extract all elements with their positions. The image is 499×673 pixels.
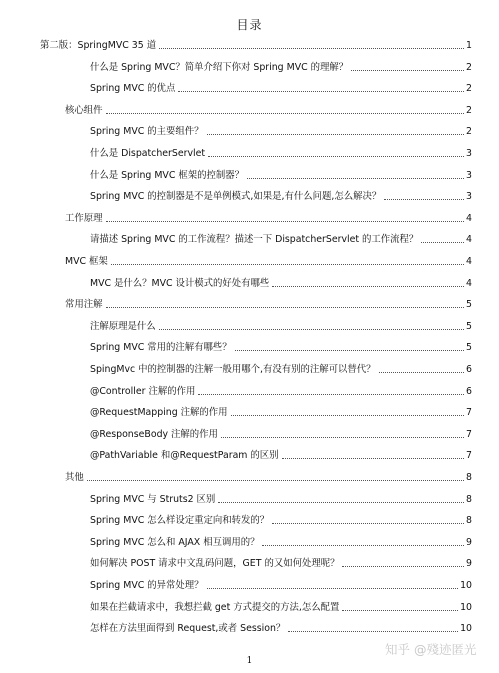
toc-entry[interactable] [90,363,472,376]
toc-entry-page: 9 [466,536,472,548]
toc-entry-text: SpingMvc 中的控制器的注解一般用哪个,有没有别的注解可以替代？ [90,364,376,375]
dot-leader [207,588,459,589]
toc-entry-text: 工作原理 [65,212,103,224]
toc-entry-page: 8 [466,472,472,483]
toc-entry-text: 请描述 Spring MVC 的工作流程？描述一下 DispatcherServlet 的工作流程？ [90,234,419,246]
toc-entry-page: 10 [460,601,472,613]
dot-leader [208,156,464,157]
toc-entry-text: Spring MVC 的异常处理？ [90,580,204,591]
toc-entry-text: 核心组件 [65,104,103,116]
dot-leader [379,372,465,373]
dot-leader [231,415,464,416]
dot-leader [87,480,464,481]
toc-entry[interactable] [90,557,472,570]
toc-entry-page: 2 [466,104,472,116]
toc-entry-text: Spring MVC 的优点 [90,83,176,95]
toc-entry-page: 2 [466,126,472,138]
toc-entry-text: MVC 框架 [65,256,108,267]
toc-entry[interactable] [90,320,472,333]
dot-leader [247,178,464,179]
toc-entry-text: @RequestMapping 注解的作用 [90,407,228,419]
toc-entry[interactable] [90,169,472,182]
toc-entry-text: @Controller 注解的作用 [90,385,196,397]
toc-entry-text: Spring MVC 的控制器是不是单例模式,如果是,有什么问题,怎么解决？ [90,191,382,203]
toc-entry-page: 4 [466,212,472,224]
dot-leader [159,329,464,330]
toc-entry-text: Spring MVC 与 Struts2 区别 [90,493,216,505]
toc-entry-page: 4 [466,277,472,289]
toc-entry-page: 6 [466,364,472,375]
dot-leader [207,134,465,135]
toc-entry[interactable] [90,536,472,549]
toc-entry-text: Spring MVC 常用的注解有哪些？ [90,342,232,354]
toc-entry[interactable] [90,428,472,441]
toc-entry[interactable] [90,514,472,527]
toc-entry[interactable] [90,622,472,635]
toc-entry-text: 怎样在方法里面得到 Request,或者 Session？ [90,623,286,635]
page-number: 1 [246,656,253,666]
dot-leader [159,48,464,49]
toc-entry-page: 10 [460,623,472,635]
dot-leader [351,70,464,71]
toc-entry-page: 4 [466,234,472,246]
toc-entry[interactable] [90,82,472,95]
toc-entry-page: 7 [466,428,472,440]
dot-leader [198,394,464,395]
toc-entry-text: 其他 [65,472,84,483]
toc-entry-page: 10 [460,580,472,591]
toc-entry-text: Spring MVC 怎么和 AJAX 相互调用的？ [90,536,260,548]
toc-entry[interactable] [65,471,472,484]
dot-leader [106,221,465,222]
toc-entry-page: 3 [466,169,472,181]
toc-entry[interactable] [90,147,472,160]
toc-entry-page: 3 [466,148,472,159]
dot-leader [218,502,464,503]
toc-entry-page: 8 [466,515,472,527]
toc-entry[interactable] [65,298,472,311]
toc-entry[interactable] [90,277,472,290]
toc-entry-page: 3 [466,191,472,203]
dot-leader [262,545,464,546]
dot-leader [106,113,465,114]
toc-entry-text: 什么是 Spring MVC？简单介绍下你对 Spring MVC 的理解？ [90,61,349,73]
dot-leader [235,350,464,351]
toc-entry[interactable] [90,341,472,354]
toc-entry[interactable] [90,233,472,246]
toc-entry[interactable] [65,104,472,117]
toc-entry[interactable] [90,406,472,419]
toc-entry-text: 如何解决 POST 请求中文乱码问题，GET 的又如何处理呢？ [90,558,340,570]
toc-entry-text: 第二版：SpringMVC 35 道 [40,40,157,51]
toc-entry-page: 1 [466,40,472,51]
toc-entry[interactable] [90,579,472,592]
toc-entry-page: 8 [466,493,472,505]
toc-entry[interactable] [40,39,472,52]
dot-leader [111,264,464,265]
toc-entry-text: 什么是 Spring MVC 框架的控制器？ [90,169,244,181]
toc-entry[interactable] [90,449,472,462]
toc-entry-page: 5 [466,342,472,354]
toc-entry-text: @ResponseBody 注解的作用 [90,428,218,440]
watermark: 知乎 @殘迹匿光 [385,642,477,657]
toc-entry-page: 6 [466,385,472,397]
toc-entry-page: 4 [466,256,472,267]
toc-entry[interactable] [90,601,472,614]
toc-entry-text: 什么是 DispatcherServlet [90,148,206,159]
toc-title: 目录 [236,18,263,32]
toc-entry-page: 5 [466,320,472,332]
dot-leader [221,437,464,438]
toc-entry[interactable] [90,125,472,138]
dot-leader [282,458,464,459]
toc-entry[interactable] [90,493,472,506]
toc-entry[interactable] [65,255,472,268]
toc-entry-page: 2 [466,61,472,73]
toc-entry-page: 7 [466,407,472,419]
dot-leader [342,610,458,611]
toc-entry[interactable] [90,61,472,74]
toc-entry-page: 7 [466,450,472,462]
toc-entry-text: @PathVariable 和@RequestParam 的区别 [90,450,279,462]
dot-leader [106,307,465,308]
toc-entry-page: 9 [466,558,472,570]
dot-leader [272,523,464,524]
toc-entry[interactable] [65,212,472,225]
toc-entry-text: Spring MVC 怎么样设定重定向和转发的？ [90,515,270,527]
dot-leader [384,199,464,200]
dot-leader [288,631,458,632]
toc-entry-text: 注解原理是什么 [90,320,156,332]
toc-entry-page: 2 [466,83,472,95]
toc-entry-text: Spring MVC 的主要组件？ [90,126,204,138]
dot-leader [272,286,464,287]
toc-entry-text: MVC 是什么？MVC 设计模式的好处有哪些 [90,277,270,289]
toc-entry[interactable] [90,385,472,398]
dot-leader [421,242,464,243]
toc-entry-text: 如果在拦截请求中，我想拦截 get 方式提交的方法,怎么配置 [90,601,340,613]
toc-entry[interactable] [90,190,472,203]
dot-leader [342,566,464,567]
toc-entry-text: 常用注解 [65,299,103,311]
toc-entry-page: 5 [466,299,472,311]
dot-leader [178,91,464,92]
